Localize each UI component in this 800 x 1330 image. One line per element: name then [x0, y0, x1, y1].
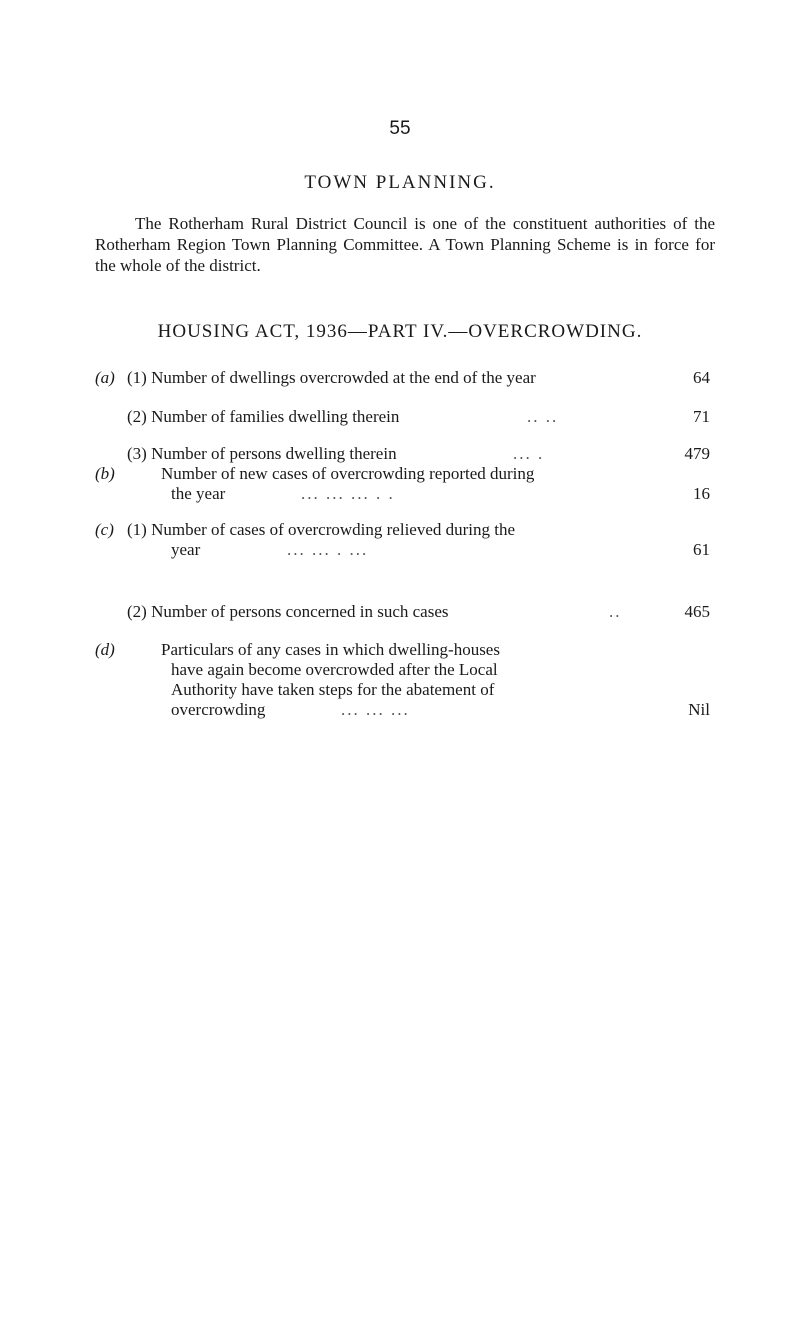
item-letter: (a) [95, 368, 115, 387]
item-text-line [127, 520, 647, 560]
item-value: 465 [684, 602, 710, 621]
item-leaders: ... ... ... [341, 700, 410, 719]
item-text: Number of cases of overcrowding relieved during the [151, 520, 516, 539]
item-text-line [127, 407, 647, 427]
item-text-continued: overcrowding [171, 700, 266, 719]
item-value: 479 [684, 444, 710, 463]
item-leaders: .. [609, 602, 622, 621]
item-text-continued: year [171, 540, 201, 559]
item-text: Number of persons concerned in such cases [151, 602, 449, 621]
item-text: Number of families dwelling therein [151, 407, 400, 426]
item-number: (2) [127, 407, 147, 426]
item-value: 71 [693, 407, 710, 426]
item-text-continued: have again become overcrowded after the Local [171, 660, 498, 679]
town-planning-heading: TOWN PLANNING. [304, 172, 496, 193]
item-text: Number of new cases of overcrowding reported during [161, 464, 535, 483]
item-text-line [127, 602, 647, 622]
item-number: (1) [127, 368, 147, 387]
item-text-line [127, 444, 647, 464]
item-text-line [127, 368, 647, 388]
town-planning-paragraph: The Rotherham Rural District Council is one of the constituent authorities of the Rotherham Region Town Planning Committee. A Town Planning Scheme is in force for the whole of the district. [95, 214, 715, 275]
item-number: (1) [127, 520, 147, 539]
item-text-line [161, 464, 681, 504]
housing-heading: HOUSING ACT, 1936—PART IV.—OVERCROWDING. [157, 321, 643, 342]
item-leaders: ... ... . ... [287, 540, 369, 559]
item-value: 64 [693, 368, 710, 387]
page-number: 55 [389, 118, 411, 139]
item-value: Nil [688, 700, 710, 719]
item-letter: (b) [95, 464, 115, 483]
item-leaders: .. .. [527, 407, 559, 426]
item-text-line [161, 640, 681, 720]
item-text: Number of dwellings overcrowded at the end of the year [151, 368, 536, 387]
item-number: (3) [127, 444, 147, 463]
item-text-continued: Authority have taken steps for the abatement of [171, 680, 495, 699]
item-value: 16 [693, 484, 710, 503]
item-letter: (c) [95, 520, 114, 539]
item-value: 61 [693, 540, 710, 559]
item-number: (2) [127, 602, 147, 621]
item-letter: (d) [95, 640, 115, 659]
item-text-continued: the year [171, 484, 226, 503]
item-text: Particulars of any cases in which dwelling-houses [161, 640, 500, 659]
item-leaders: ... . [513, 444, 545, 463]
item-text: Number of persons dwelling therein [151, 444, 397, 463]
item-leaders: ... ... ... . . [301, 484, 395, 503]
